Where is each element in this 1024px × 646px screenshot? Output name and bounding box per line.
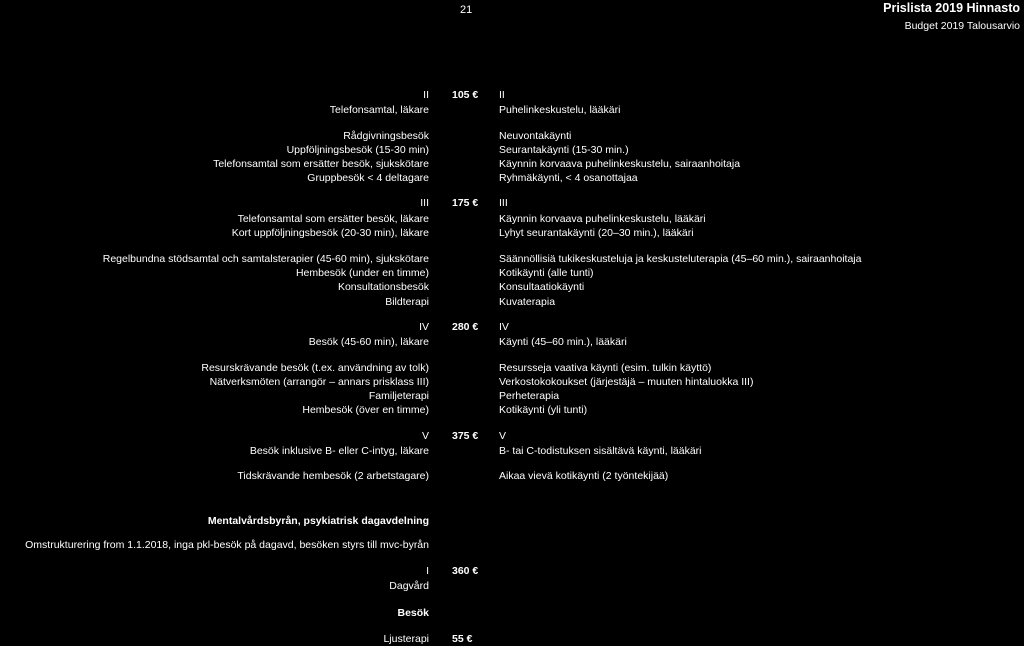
- page-number: 21: [460, 4, 473, 16]
- class-ii-sv: II: [423, 89, 429, 101]
- right-line: Neuvontakäynti: [499, 130, 572, 142]
- class-iii-sv: III: [420, 197, 429, 209]
- ljusterapi-label: Ljusterapi: [383, 633, 429, 645]
- right-line: Ryhmäkäynti, < 4 osanottajaa: [499, 172, 638, 184]
- right-line: Kotikäynti (yli tunti): [499, 404, 588, 416]
- class-iii-price: 175 €: [452, 197, 479, 209]
- header-subtitle: Budget 2019 Talousarvio: [904, 20, 1020, 32]
- class-v-price: 375 €: [452, 430, 479, 442]
- left-line: Regelbundna stödsamtal och samtalsterapier (45-60 min), sjukskötare: [102, 253, 429, 265]
- left-line: Hembesök (under en timme): [295, 267, 429, 279]
- left-line: Gruppbesök < 4 deltagare: [307, 172, 429, 184]
- left-line: Kort uppföljningsbesök (20-30 min), läkare: [231, 227, 429, 239]
- class-ii-price: 105 €: [452, 89, 479, 101]
- left-line: Familjeterapi: [368, 390, 429, 402]
- left-line: Hembesök (över en timme): [302, 404, 429, 416]
- dagvard-price: 360 €: [452, 565, 479, 577]
- right-line: B- tai C-todistuksen sisältävä käynti, lääkäri: [499, 445, 702, 457]
- left-line: Telefonsamtal, läkare: [329, 104, 429, 116]
- right-line: Aikaa vievä kotikäynti (2 työntekijää): [499, 470, 669, 482]
- right-line: Konsultaatiokäynti: [499, 281, 585, 293]
- left-line: Rådgivningsbesök: [343, 130, 429, 142]
- class-iv-sv: IV: [419, 321, 429, 333]
- section-title: Mentalvårdsbyrån, psykiatrisk dagavdelning: [207, 515, 429, 527]
- right-line: Käynti (45–60 min.), lääkäri: [499, 336, 627, 348]
- right-line: Kotikäynti (alle tunti): [499, 267, 594, 279]
- left-line: Nätverksmöten (arrangör – annars prisklass III): [209, 376, 429, 388]
- dagvard-label: Dagvård: [389, 580, 429, 592]
- class-iii-fi: III: [499, 197, 508, 209]
- class-v-fi: V: [499, 430, 507, 442]
- left-line: Telefonsamtal som ersätter besök, sjukskötare: [213, 158, 429, 170]
- class-iv-price: 280 €: [452, 321, 479, 333]
- right-line: Seurantakäynti (15-30 min.): [499, 144, 629, 156]
- right-line: Verkostokokoukset (järjestäjä – muuten hintaluokka III): [499, 376, 754, 388]
- left-line: Besök inklusive B- eller C-intyg, läkare: [249, 445, 429, 457]
- left-line: Besök (45-60 min), läkare: [308, 336, 429, 348]
- left-line: Uppföljningsbesök (15-30 min): [286, 144, 429, 156]
- restructuring-note: Omstrukturering from 1.1.2018, inga pkl-besök på dagavd, besöken styrs till mvc-byrån: [25, 539, 429, 551]
- header-title: Prislista 2019 Hinnasto: [883, 1, 1020, 15]
- right-line: Säännöllisiä tukikeskusteluja ja keskusteluterapia (45–60 min.), sairaanhoitaja: [499, 253, 862, 265]
- right-line: Käynnin korvaava puhelinkeskustelu, sairaanhoitaja: [499, 158, 741, 170]
- besok-heading: Besök: [397, 607, 429, 619]
- class-ii-fi: II: [499, 89, 505, 101]
- right-line: Perheterapia: [499, 390, 560, 402]
- left-line: Konsultationsbesök: [337, 281, 429, 293]
- right-line: Kuvaterapia: [499, 296, 556, 308]
- left-line: Tidskrävande hembesök (2 arbetstagare): [237, 470, 429, 482]
- class-iv-fi: IV: [499, 321, 509, 333]
- class-v-sv: V: [421, 430, 429, 442]
- right-line: Puhelinkeskustelu, lääkäri: [499, 104, 621, 116]
- right-line: Resursseja vaativa käynti (esim. tulkin käyttö): [499, 362, 712, 374]
- ljusterapi-price: 55 €: [452, 633, 473, 645]
- left-line: Telefonsamtal som ersätter besök, läkare: [237, 213, 429, 225]
- right-line: Käynnin korvaava puhelinkeskustelu, lääkäri: [499, 213, 706, 225]
- left-line: Resurskrävande besök (t.ex. användning av tolk): [201, 362, 429, 374]
- left-line: Bildterapi: [385, 296, 429, 308]
- class-i-label: I: [426, 565, 429, 577]
- right-line: Lyhyt seurantakäynti (20–30 min.), lääkäri: [499, 227, 694, 239]
